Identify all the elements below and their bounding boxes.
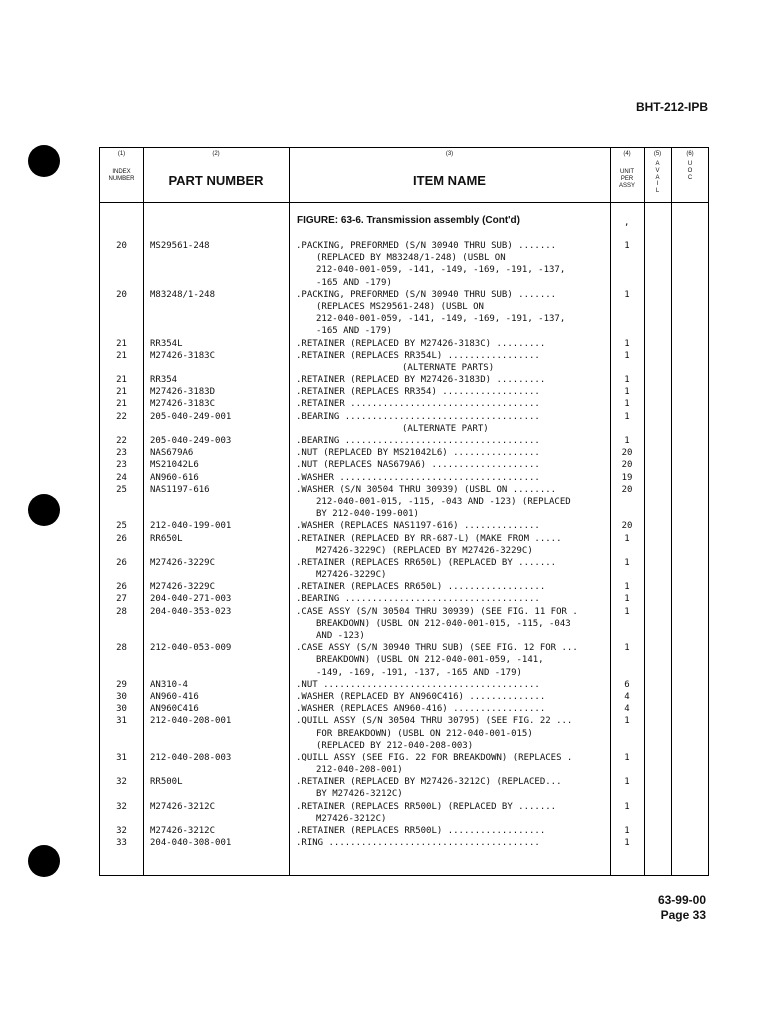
part-number-cell: 204-040-353-023 [150,606,232,617]
unit-per-assy-cell: 1 [624,338,630,349]
page-footer [658,893,706,923]
part-number-cell: AN960C416 [150,704,199,715]
item-name-cell: .CASE ASSY (S/N 30504 THRU 30939) (SEE FIG. 11 FOR . [296,606,578,617]
item-name-cell: .WASHER (S/N 30504 THRU 30939) (USBL ON ........ [296,484,557,495]
table-row [100,435,708,447]
part-number-cell: MS29561-248 [150,241,210,251]
item-name-cell: .RETAINER (REPLACES RR650L) .................. [296,582,546,593]
table-row [100,593,708,605]
part-number-cell: M27426-3183C [150,399,216,410]
item-name-continuation: (REPLACES MS29561-248) (USBL ON [316,301,484,312]
binder-hole-middle [28,494,60,526]
table-row [100,703,708,715]
header-unit-per-assy: (4) UNIT PER ASSY [618,151,635,189]
index-cell: 25 [116,484,127,495]
table-row [100,581,708,593]
item-name-continuation: M27426-3229C) (REPLACED BY M27426-3229C) [316,545,533,556]
index-cell: 29 [116,679,127,690]
unit-per-assy-cell: 1 [624,375,630,386]
item-name-cell: .WASHER (REPLACES AN960-416) ................. [296,704,546,715]
unit-per-assy-cell: 4 [624,704,630,715]
part-number-cell: 204-040-271-003 [150,594,232,605]
part-number-cell: NAS1197-616 [150,484,210,495]
index-cell: 30 [116,704,127,715]
table-row [100,533,708,557]
unit-per-assy-cell: 1 [624,643,630,654]
index-cell: 26 [116,582,127,593]
header-uoc: (6) U O C [686,151,694,181]
unit-per-assy-cell: 1 [624,716,630,727]
item-name-cell: .RETAINER (REPLACED BY M27426-3212C) (REPLACED... [296,777,562,788]
part-number-cell: 212-040-208-003 [150,752,232,763]
part-number-cell: NAS679A6 [150,448,194,459]
item-name-continuation: M27426-3229C) [316,570,387,581]
unit-per-assy-cell: 1 [624,801,630,812]
unit-per-assy-cell: 20 [621,521,633,532]
part-number-cell: RR354 [150,375,178,386]
item-name-continuation: 212-040-001-059, -141, -149, -169, -191, -137, [316,314,566,325]
index-cell: 21 [116,375,127,386]
table-row [100,642,708,679]
table-row [100,338,708,350]
table-row [100,679,708,691]
index-cell: 31 [116,752,127,763]
item-name-cell: .QUILL ASSY (SEE FIG. 22 FOR BREAKDOWN) (REPLACES . [296,752,573,763]
table-row [100,606,708,643]
item-name-continuation: AND -123) [316,631,365,641]
index-cell: 26 [116,557,127,568]
table-row [100,350,708,374]
index-cell: 27 [116,594,127,605]
table-row [100,289,708,338]
table-row [100,557,708,581]
unit-per-assy-cell: 4 [624,691,630,702]
part-number-cell: 212-040-208-001 [150,716,232,727]
part-number-cell: 204-040-308-001 [150,838,232,849]
unit-per-assy-cell: 1 [624,436,630,446]
table-row [100,374,708,386]
item-name-continuation: (REPLACED BY M83248/1-248) (USBL ON [316,253,506,264]
item-name-continuation: 212-040-001-059, -141, -149, -169, -191, -137, [316,265,566,276]
part-number-cell: 212-040-053-009 [150,643,232,654]
item-name-continuation: M27426-3212C) [316,813,387,824]
item-name-cell: .RETAINER (REPLACES RR500L) .................. [296,826,546,836]
item-name-cell: .WASHER (REPLACES NAS1197-616) .............. [296,521,540,532]
item-name-cell: .PACKING, PREFORMED (S/N 30940 THRU SUB) ....... [296,289,557,300]
part-number-cell: M27426-3229C [150,582,216,593]
index-cell: 32 [116,777,127,788]
part-number-cell: M27426-3212C [150,801,216,812]
unit-per-assy-cell: 1 [624,399,630,410]
item-name-cell: .RING ....................................... [296,838,540,849]
item-name-continuation: -165 AND -179) [316,326,392,337]
item-name-continuation: BY 212-040-199-001) [316,509,419,520]
alternate-parts-note: (ALTERNATE PARTS) [402,362,495,373]
section-code: 63-99-00 [657,893,706,907]
table-row [100,801,708,825]
index-cell: 28 [116,643,127,654]
index-cell: 32 [116,801,127,812]
index-cell: 20 [116,241,127,251]
item-name-continuation: BREAKDOWN) (USBL ON 212-040-001-015, -115, -043 [316,618,571,629]
unit-per-assy-cell: 1 [624,387,630,398]
alternate-parts-note: (ALTERNATE PART) [402,423,489,434]
unit-per-assy-cell: 1 [624,582,630,593]
part-number-cell: AN960-416 [150,691,199,702]
unit-per-assy-cell: 1 [624,826,630,836]
unit-per-assy-cell: 1 [624,411,630,422]
table-row [100,398,708,410]
index-cell: 23 [116,460,127,471]
item-name-cell: .NUT ........................................ [296,679,540,690]
unit-per-assy-cell: 1 [624,838,630,849]
item-name-cell: .BEARING .................................... [296,411,540,422]
part-number-cell: 205-040-249-001 [150,411,232,422]
index-cell: 28 [116,606,127,617]
table-row [100,240,708,289]
index-cell: 23 [116,448,127,459]
unit-per-assy-cell: 20 [621,460,633,471]
item-name-cell: .QUILL ASSY (S/N 30504 THRU 30795) (SEE FIG. 22 ... [296,716,573,727]
item-name-cell: .NUT (REPLACED BY MS21042L6) ................ [296,448,540,459]
index-cell: 33 [116,838,127,849]
figure-mark: , [624,218,630,228]
unit-per-assy-cell: 1 [624,533,630,544]
table-row [100,386,708,398]
index-cell: 21 [116,387,127,398]
index-cell: 21 [116,338,127,349]
header-divider [100,202,708,203]
unit-per-assy-cell: 20 [621,448,633,459]
item-name-continuation: -149, -169, -191, -137, -165 AND -179) [316,667,522,678]
part-number-cell: RR650L [150,533,183,544]
item-name-cell: .RETAINER (REPLACED BY M27426-3183C) ......... [296,338,546,349]
item-name-continuation: BY M27426-3212C) [316,789,403,800]
item-name-cell: .NUT (REPLACES NAS679A6) .................... [296,460,540,471]
item-name-continuation: FOR BREAKDOWN) (USBL ON 212-040-001-015) [316,728,533,739]
table-row [100,715,708,752]
item-name-cell: .WASHER ..................................... [296,472,540,483]
part-number-cell: 212-040-199-001 [150,521,232,532]
parts-table [99,147,709,876]
part-number-cell: MS21042L6 [150,460,199,471]
unit-per-assy-cell: 1 [624,350,630,361]
table-row [100,691,708,703]
unit-per-assy-cell: 1 [624,777,630,788]
figure-title: FIGURE: 63-6. Transmission assembly (Cont'd) [297,215,520,226]
unit-per-assy-cell: 1 [624,606,630,617]
item-name-continuation: 212-040-001-015, -115, -043 AND -123) (REPLACED [316,496,571,507]
table-row [100,776,708,800]
item-name-continuation: -165 AND -179) [316,277,392,288]
part-number-cell: M27426-3183C [150,350,216,361]
header-avail: (5) A V A I L [653,151,662,195]
table-row [100,520,708,532]
unit-per-assy-cell: 1 [624,557,630,568]
part-number-cell: M27426-3183D [150,387,216,398]
unit-per-assy-cell: 1 [624,594,630,605]
table-row [100,752,708,776]
index-cell: 25 [116,521,127,532]
item-name-cell: .WASHER (REPLACED BY AN960C416) .............. [296,691,546,702]
item-name-cell: .PACKING, PREFORMED (S/N 30940 THRU SUB) ....... [296,241,557,251]
item-name-cell: .RETAINER (REPLACED BY M27426-3183D) ......... [296,375,546,386]
item-name-cell: .CASE ASSY (S/N 30940 THRU SUB) (SEE FIG. 12 FOR ... [296,643,578,654]
part-number-cell: M27426-3212C [150,826,216,836]
parts-rows [100,240,708,849]
document-id: BHT-212-IPB [635,100,708,114]
table-row [100,472,708,484]
index-cell: 30 [116,691,127,702]
part-number-cell: M27426-3229C [150,557,216,568]
item-name-continuation: 212-040-208-001) [316,765,403,776]
item-name-cell: .BEARING .................................... [296,594,540,605]
item-name-cell: .RETAINER (REPLACES RR354L) ................. [296,350,540,361]
index-cell: 20 [116,289,127,300]
index-cell: 24 [116,472,127,483]
index-cell: 21 [116,399,127,410]
header-item-name: (3) ITEM NAME [413,151,486,188]
header-part-number: (2) PART NUMBER [168,151,264,188]
binder-hole-top [28,145,60,177]
part-number-cell: 205-040-249-003 [150,436,232,446]
table-row [100,484,708,521]
item-name-cell: .RETAINER (REPLACES RR650L) (REPLACED BY ....... [296,557,557,568]
header-index: (1) INDEX NUMBER [108,151,135,182]
part-number-cell: RR500L [150,777,183,788]
part-number-cell: RR354L [150,338,183,349]
page-number: Page 33 [660,908,706,922]
part-number-cell: M83248/1-248 [150,289,216,300]
item-name-cell: .RETAINER (REPLACES RR354) .................. [296,387,540,398]
item-name-cell: .RETAINER ................................... [296,399,540,410]
item-name-continuation: (REPLACED BY 212-040-208-003) [316,740,474,751]
unit-per-assy-cell: 6 [624,679,630,690]
index-cell: 22 [116,436,127,446]
table-row [100,447,708,459]
table-row [100,411,708,435]
item-name-cell: .RETAINER (REPLACES RR500L) (REPLACED BY ....... [296,801,557,812]
unit-per-assy-cell: 1 [624,752,630,763]
index-cell: 31 [116,716,127,727]
index-cell: 22 [116,411,127,422]
item-name-cell: .RETAINER (REPLACED BY RR-687-L) (MAKE FROM ..... [296,533,562,544]
item-name-continuation: BREAKDOWN) (USBL ON 212-040-001-059, -141, [316,655,544,666]
index-cell: 26 [116,533,127,544]
part-number-cell: AN310-4 [150,679,188,690]
part-number-cell: AN960-616 [150,472,199,483]
index-cell: 32 [116,826,127,836]
table-row [100,459,708,471]
index-cell: 21 [116,350,127,361]
table-row [100,837,708,849]
unit-per-assy-cell: 19 [621,472,633,483]
item-name-cell: .BEARING .................................... [296,436,540,446]
unit-per-assy-cell: 1 [624,289,630,300]
unit-per-assy-cell: 20 [621,484,633,495]
binder-hole-bottom [28,845,60,877]
table-row [100,825,708,837]
unit-per-assy-cell: 1 [624,241,630,251]
